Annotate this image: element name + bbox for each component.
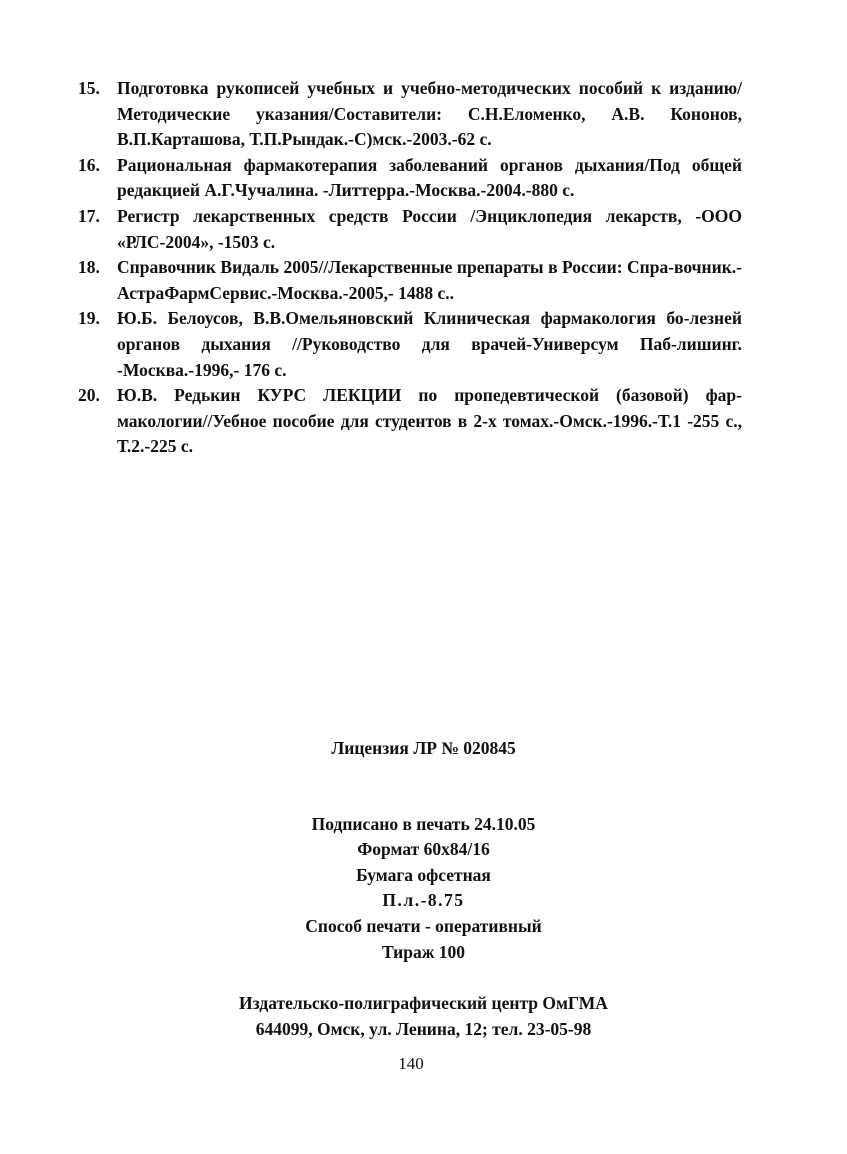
license-line: Лицензия ЛР № 020845: [331, 738, 516, 758]
reference-number: 15.: [78, 78, 100, 98]
reference-item-18: [78, 255, 742, 306]
reference-item-20: [78, 383, 742, 460]
reference-number: 19.: [78, 308, 100, 329]
reference-text: Ю.В. Редькин КУРС ЛЕКЦИИ по пропедевтической (базовой) фар-макологии//Уебное пособие для студентов в 2-х томах.-Омск.-1996.-Т.1 -255 с., Т.2.-225 с.: [117, 385, 742, 457]
reference-item-16: [78, 153, 742, 204]
reference-number: 18.: [78, 257, 100, 278]
reference-text: Ю.Б. Белоусов, В.В.Омельяновский Клиническая фармакология бо-лезней органов дыхания //Руководство для врачей-Универсум Паб-лишинг. -Москва.-1996,- 176 с.: [117, 308, 742, 380]
reference-item-17: [78, 204, 742, 255]
publisher-line: Издательско-полиграфический центр ОмГМА: [239, 993, 608, 1013]
print-run-line: Тираж 100: [381, 942, 466, 962]
page-number: 140: [398, 1054, 424, 1073]
paper-line: Бумага офсетная: [356, 865, 491, 885]
reference-item-15: [78, 76, 742, 153]
reference-item-19: [78, 306, 742, 383]
reference-number: 16.: [78, 154, 100, 175]
reference-text: Регистр лекарственных средств России /Энциклопедия лекарств, -ООО «РЛС-2004», -1503 с.: [117, 205, 742, 252]
address-line: 644099, Омск, ул. Ленина, 12; тел. 23-05-98: [255, 1019, 592, 1039]
reference-text: Подготовка рукописей учебных и учебно-методических пособий к изданию/Методические указания/Составители: С.Н.Еломенко, А.В. Кононов, В.П.Карташова, Т.П.Рындак.-С)мск.-2003.-62 с.: [117, 78, 742, 150]
printed-sheets-line: П.л.-8.75: [382, 890, 465, 910]
reference-list: [78, 76, 742, 460]
signed-to-print-line: Подписано в печать 24.10.05: [311, 814, 536, 834]
format-line: Формат 60x84/16: [357, 839, 490, 859]
reference-text: Рациональная фармакотерапия заболеваний органов дыхания/Под общей редакцией А.Г.Чучалина. -Литтерра.-Москва.-2004.-880 с.: [117, 154, 742, 201]
reference-number: 20.: [78, 385, 100, 406]
reference-number: 17.: [78, 205, 100, 226]
reference-text: Справочник Видаль 2005//Лекарственные препараты в России: Спра-вочник.-АстраФармСервис.-Москва.-2005,- 1488 с..: [117, 257, 742, 303]
print-method-line: Способ печати - оперативный: [305, 916, 542, 936]
